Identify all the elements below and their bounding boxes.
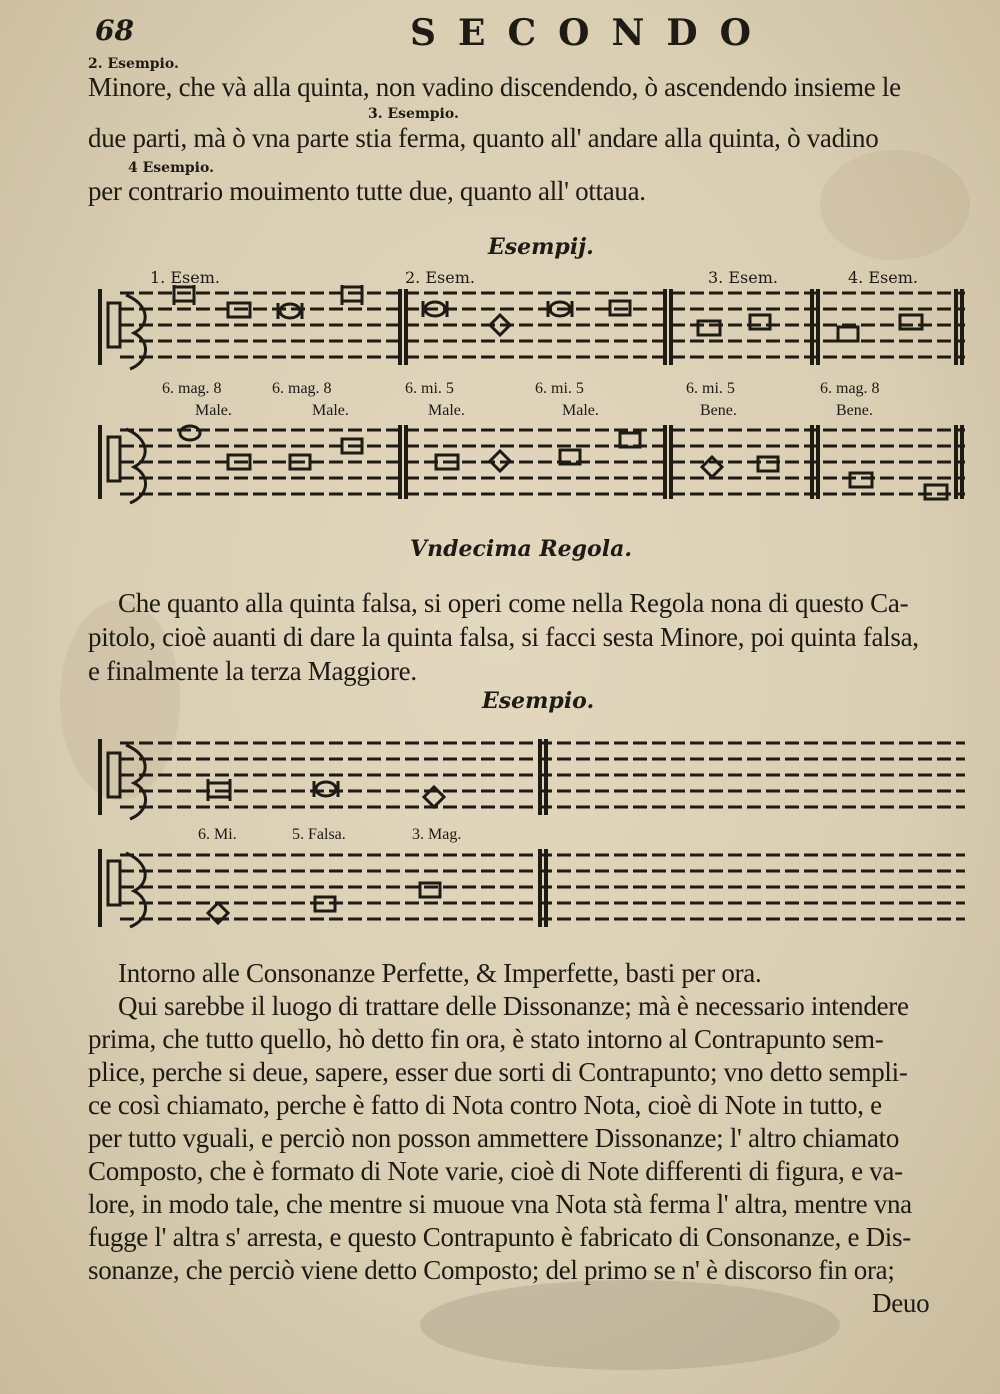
text-line: per tutto vguali, e perciò non posson ammettere Dissonanze; l' altro chiamato (88, 1123, 900, 1153)
interval-label: 6. Mi. (198, 826, 237, 843)
verdict-label: Male. (428, 402, 465, 419)
examples-heading: Esempij. (488, 234, 594, 260)
text-line: Qui sarebbe il luogo di trattare delle Dissonanze; mà è necessario intendere (118, 991, 909, 1021)
text-line: Composto, che è formato di Note varie, cioè di Note differenti di figura, e va- (88, 1156, 903, 1186)
page-number: 68 (95, 14, 134, 47)
text-line: Intorno alle Consonanze Perfette, & Imperfette, basti per ora. (118, 958, 762, 988)
interval-label: 6. mag. 8 (272, 380, 332, 397)
interval-label: 6. mi. 5 (405, 380, 454, 397)
interval-label: 6. mi. 5 (535, 380, 584, 397)
text-line: per contrario mouimento tutte due, quanto all' ottaua. (88, 176, 646, 206)
text-line: ce così chiamato, perche è fatto di Nota contro Nota, cioè di Note in tutto, e (88, 1090, 882, 1120)
text-line: prima, che tutto quello, hò detto fin ora, è stato intorno al Contrapunto sem- (88, 1024, 884, 1054)
rule-heading: Vndecima Regola. (410, 536, 632, 562)
text-line: lore, in modo tale, che mentre si muoue vna Nota stà ferma l' altra, mentre vna (88, 1189, 912, 1219)
example-marker: 2. Esempio. (88, 56, 179, 72)
interval-label: 6. mag. 8 (162, 380, 222, 397)
example-label: 2. Esem. (405, 268, 475, 287)
text-line: fugge l' altra s' arresta, e questo Contrapunto è fabricato di Consonanze, e Dis- (88, 1222, 911, 1252)
text-line: due parti, mà ò vna parte stia ferma, quanto all' andare alla quinta, ò vadino (88, 123, 879, 153)
text-line: sonanze, che perciò viene detto Composto; del primo se n' è discorso fin ora; (88, 1255, 895, 1285)
text-line: e finalmente la terza Maggiore. (88, 656, 417, 686)
running-header: SECONDO (410, 12, 773, 54)
music-example-system-1 (90, 285, 970, 515)
verdict-label: Male. (562, 402, 599, 419)
text-line: plice, perche si deue, sapere, esser due sorti di Contrapunto; vno detto sempli- (88, 1057, 908, 1087)
example-marker: 3. Esempio. (368, 106, 459, 122)
interval-label: 5. Falsa. (292, 826, 346, 843)
interval-label: 6. mag. 8 (820, 380, 880, 397)
text-line: Che quanto alla quinta falsa, si operi come nella Regola nona di questo Ca- (118, 588, 909, 618)
verdict-label: Bene. (836, 402, 873, 419)
example-marker: 4 Esempio. (128, 160, 214, 176)
text-line: pitolo, cioè auanti di dare la quinta falsa, si facci sesta Minore, poi quinta falsa, (88, 622, 919, 652)
example-label: 4. Esem. (848, 268, 918, 287)
paper-stain (420, 1280, 840, 1370)
interval-label: 3. Mag. (412, 826, 462, 843)
catchword: Deuo (872, 1288, 930, 1318)
verdict-label: Male. (312, 402, 349, 419)
example-label: 3. Esem. (708, 268, 778, 287)
example-heading: Esempio. (482, 688, 595, 714)
paper-stain (820, 150, 970, 260)
text-line: Minore, che và alla quinta, non vadino discendendo, ò ascendendo insieme le (88, 72, 901, 102)
example-label: 1. Esem. (150, 268, 220, 287)
verdict-label: Bene. (700, 402, 737, 419)
interval-label: 6. mi. 5 (686, 380, 735, 397)
verdict-label: Male. (195, 402, 232, 419)
